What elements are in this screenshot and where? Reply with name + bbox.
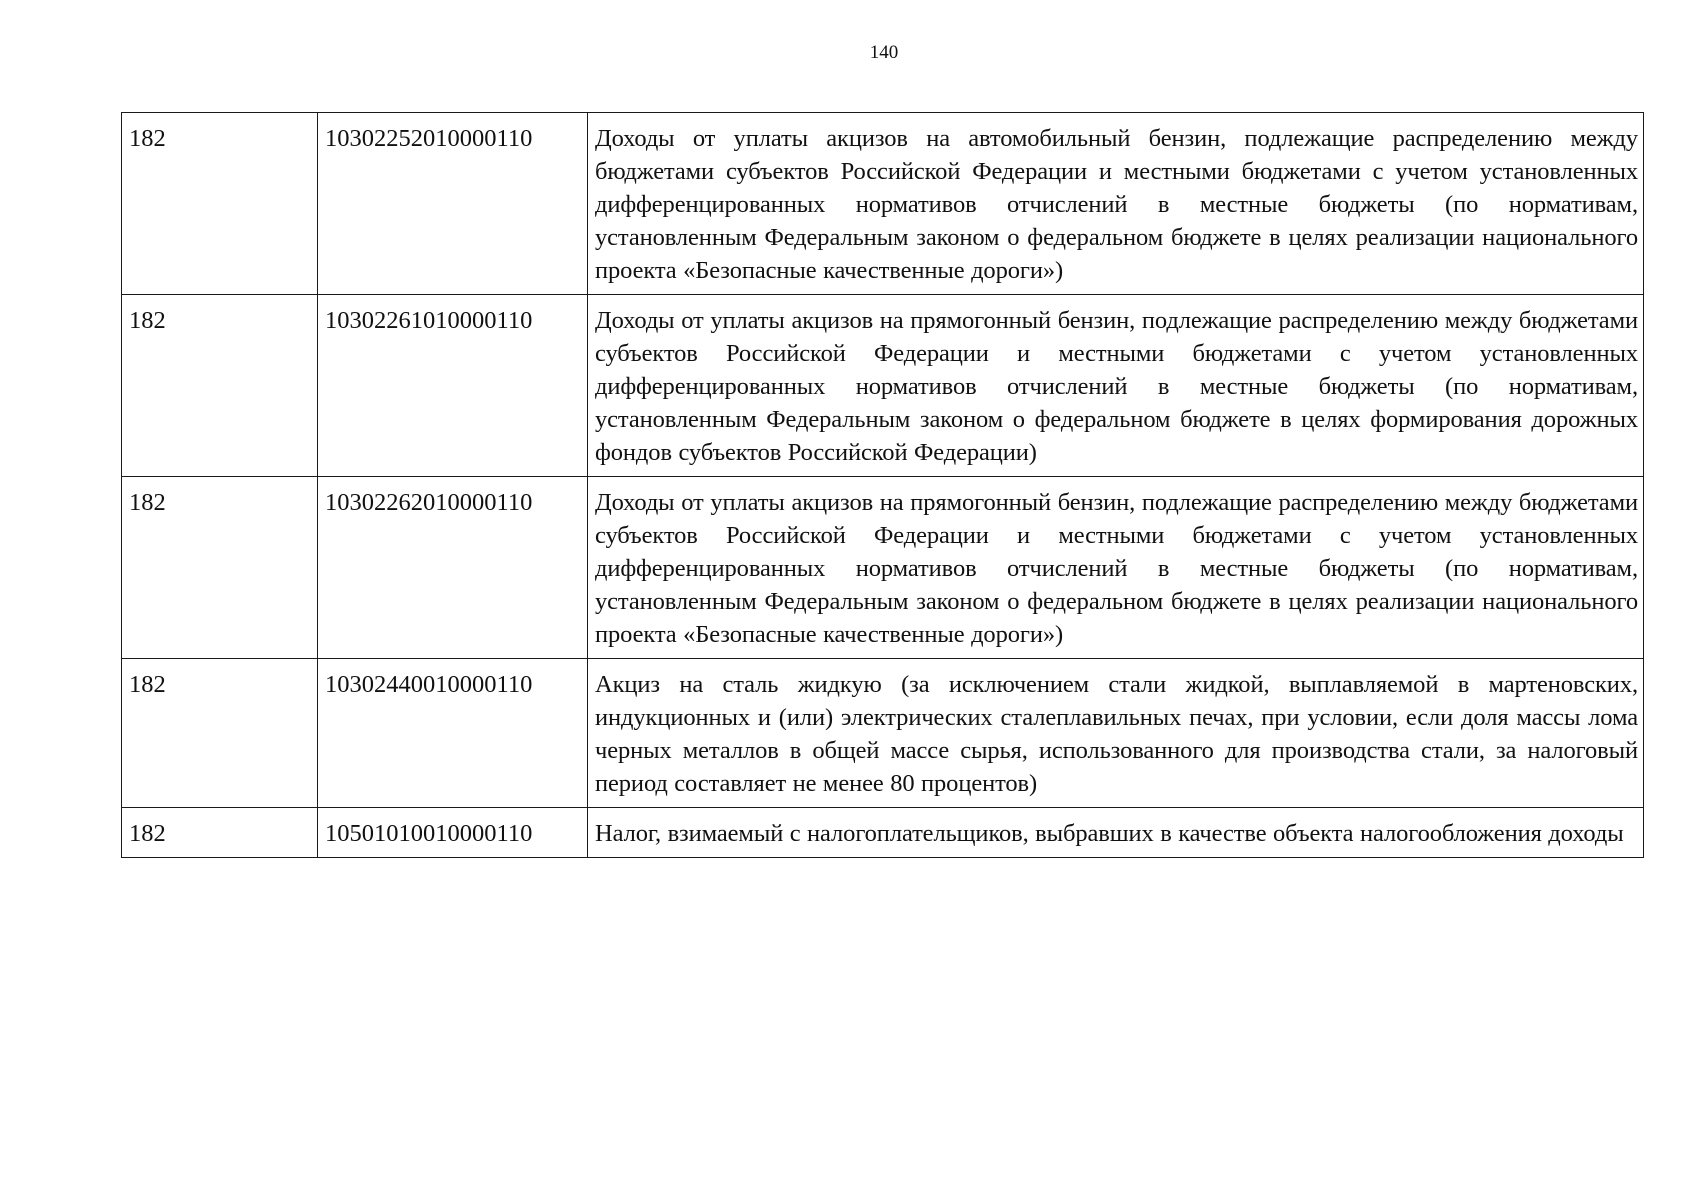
admin-code-cell: 182 <box>122 477 318 659</box>
budget-code-cell: 10302440010000110 <box>318 659 588 808</box>
description-cell: Доходы от уплаты акцизов на прямогонный бензин, подлежащие распределению между бюджетами субъектов Российской Федерации и местными бюджетами с учетом установленных дифференцированных нормативов отчислений в местные бюджеты (по нормативам, установленным Федеральным законом о федеральном бюджете в целях формирования дорожных фондов субъектов Российской Федерации) <box>588 295 1644 477</box>
budget-code-cell: 10302262010000110 <box>318 477 588 659</box>
description-cell: Акциз на сталь жидкую (за исключением стали жидкой, выплавляемой в мартеновских, индукционных и (или) электрических сталеплавильных печах, при условии, если доля массы лома черных металлов в общей массе сырья, использованного для производства стали, за налоговый период составляет не менее 80 процентов) <box>588 659 1644 808</box>
admin-code-cell: 182 <box>122 659 318 808</box>
description-cell: Доходы от уплаты акцизов на автомобильный бензин, подлежащие распределению между бюджетами субъектов Российской Федерации и местными бюджетами с учетом установленных дифференцированных нормативов отчислений в местные бюджеты (по нормативам, установленным Федеральным законом о федеральном бюджете в целях реализации национального проекта «Безопасные качественные дороги») <box>588 113 1644 295</box>
budget-code-cell: 10302252010000110 <box>318 113 588 295</box>
admin-code-cell: 182 <box>122 808 318 858</box>
description-cell: Доходы от уплаты акцизов на прямогонный бензин, подлежащие распределению между бюджетами субъектов Российской Федерации и местными бюджетами с учетом установленных дифференцированных нормативов отчислений в местные бюджеты (по нормативам, установленным Федеральным законом о федеральном бюджете в целях реализации национального проекта «Безопасные качественные дороги») <box>588 477 1644 659</box>
budget-code-cell: 10302261010000110 <box>318 295 588 477</box>
table-row <box>122 808 1644 858</box>
table-row <box>122 113 1644 295</box>
table-row <box>122 295 1644 477</box>
page-number: 140 <box>869 42 899 63</box>
description-cell: Налог, взимаемый с налогоплательщиков, выбравших в качестве объекта налогообложения доходы <box>588 808 1644 858</box>
budget-code-cell: 10501010010000110 <box>318 808 588 858</box>
table-row <box>122 659 1644 808</box>
table-row <box>122 477 1644 659</box>
budget-classification-table <box>121 112 1644 858</box>
admin-code-cell: 182 <box>122 295 318 477</box>
admin-code-cell: 182 <box>122 113 318 295</box>
